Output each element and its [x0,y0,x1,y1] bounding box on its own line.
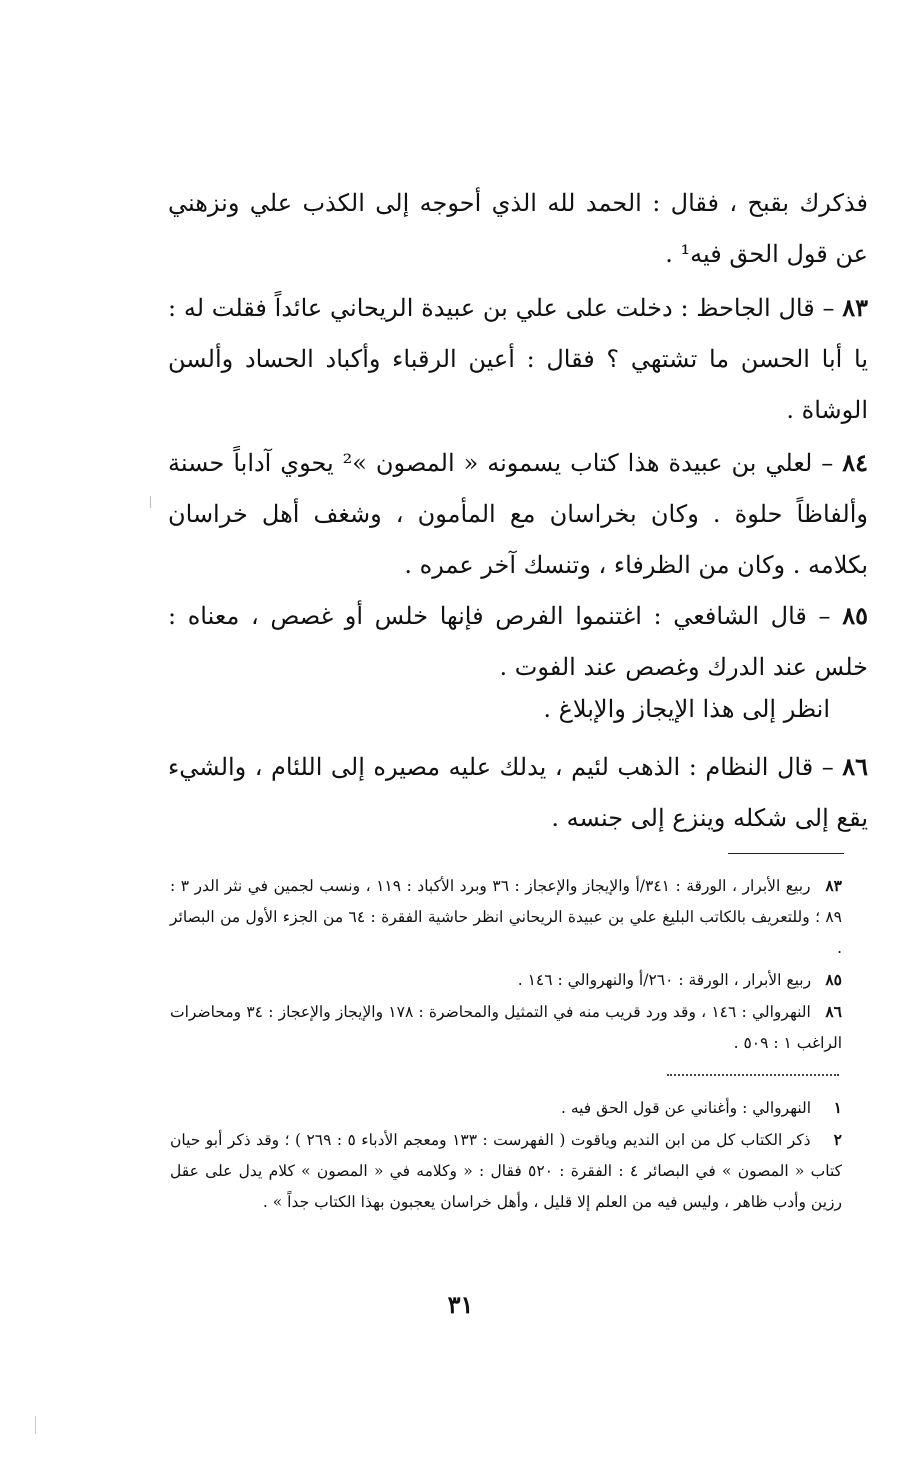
note-number: ٨٥ [825,970,842,989]
paragraph-text: – قال النظام : الذهب لئيم ، يدلك عليه مصيره إلى اللئام ، والشيء يقع إلى شكله وينزع إلى جنسه . [168,753,868,832]
footnote-2 [170,1124,842,1218]
source-notes [170,870,842,1059]
paragraph-number: ٨٣ [842,293,868,322]
note-86 [170,996,842,1059]
note-text: ربيع الأبرار ، الورقة : ٢٦٠/أ والنهروالي : ١٤٦ . [517,971,812,989]
paragraph-84 [168,437,868,591]
note-text: ربيع الأبرار ، الورقة : ٣٤١/أ والإيجاز والإعجاز : ٣٦ وبرد الأكباد : ١١٩ ، ونسب لجمين في نثر الدر ٣ : ٨٩ ؛ وللتعريف بالكاتب البليغ علي بن عبيدة الريحاني انظر حاشية الفقرة : ٦٤ من الجزء الأول من البصائر . [170,877,843,957]
page-number: ٣١ [447,1290,474,1319]
paragraph-text: انظر إلى هذا الإيجاز والإبلاغ . [543,695,830,723]
paragraph-83 [168,282,868,436]
paragraph-85 [168,590,868,693]
note-85 [170,964,842,996]
note-number: ٨٣ [825,876,842,895]
footnote-number: ٢ [833,1130,842,1149]
note-number: ٨٦ [825,1002,842,1021]
notes-divider [728,853,844,854]
paragraph-text: – لعلي بن عبيدة هذا كتاب يسمونه « المصون »² يحوي آداباً حسنة وألفاظاً حلوة . وكان بخراسان مع المأمون ، وشغف أهل خراسان بكلامه . وكان من الظرفاء ، وتنسك آخر عمره . [168,449,868,579]
paragraph-text: – قال الجاحظ : دخلت على علي بن عبيدة الريحاني عائداً فقلت له : يا أبا الحسن ما تشتهي ؟ فقال : أعين الرقباء وأكباد الحساد وألسن الوشاة . [168,294,868,424]
footnote-number: ١ [833,1098,842,1117]
footnote-1 [170,1092,842,1124]
footnotes-divider [667,1074,839,1076]
footnote-text: النهروالي : وأغناني عن قول الحق فيه . [560,1099,812,1117]
paragraph-85-comment [168,684,868,735]
paragraph-number: ٨٥ [842,601,868,630]
scan-artifact [35,1416,36,1434]
paragraph-86 [168,741,868,844]
paragraph-text: فذكرك بقبح ، فقال : الحمد لله الذي أحوجه إلى الكذب علي ونزهني عن قول الحق فيه¹ . [168,189,868,268]
footnote-text: ذكر الكتاب كل من ابن النديم وياقوت ( الفهرست : ١٣٣ ومعجم الأدباء ٥ : ٢٦٩ ) ؛ وقد ذكر أبو حيان كتاب « المصون » في البصائر ٤ : الفقرة : ٥٢٠ فقال : « وكلامه في « المصون » كلام يدل على عقل رزين وأدب ظاهر ، وليس فيه من العلم إلا قليل ، وأهل خراسان يعجبون بهذا الكتاب جداً » . [170,1131,843,1211]
scan-artifact [150,496,151,508]
paragraph-text: – قال الشافعي : اغتنموا الفرص فإنها خلس أو غصص ، معناه : خلس عند الدرك وغصص عند الفوت . [168,602,868,681]
paragraph-number: ٨٦ [842,752,869,781]
note-text: النهروالي : ١٤٦ ، وقد ورد قريب منه في التمثيل والمحاضرة : ١٧٨ والإيجاز والإعجاز : ٣٤ ومحاضرات الراغب ١ : ٥٠٩ . [170,1003,842,1052]
paragraph-continued [168,178,868,280]
paragraph-number: ٨٤ [842,448,868,477]
footnotes [170,1092,842,1218]
note-83 [170,870,842,964]
